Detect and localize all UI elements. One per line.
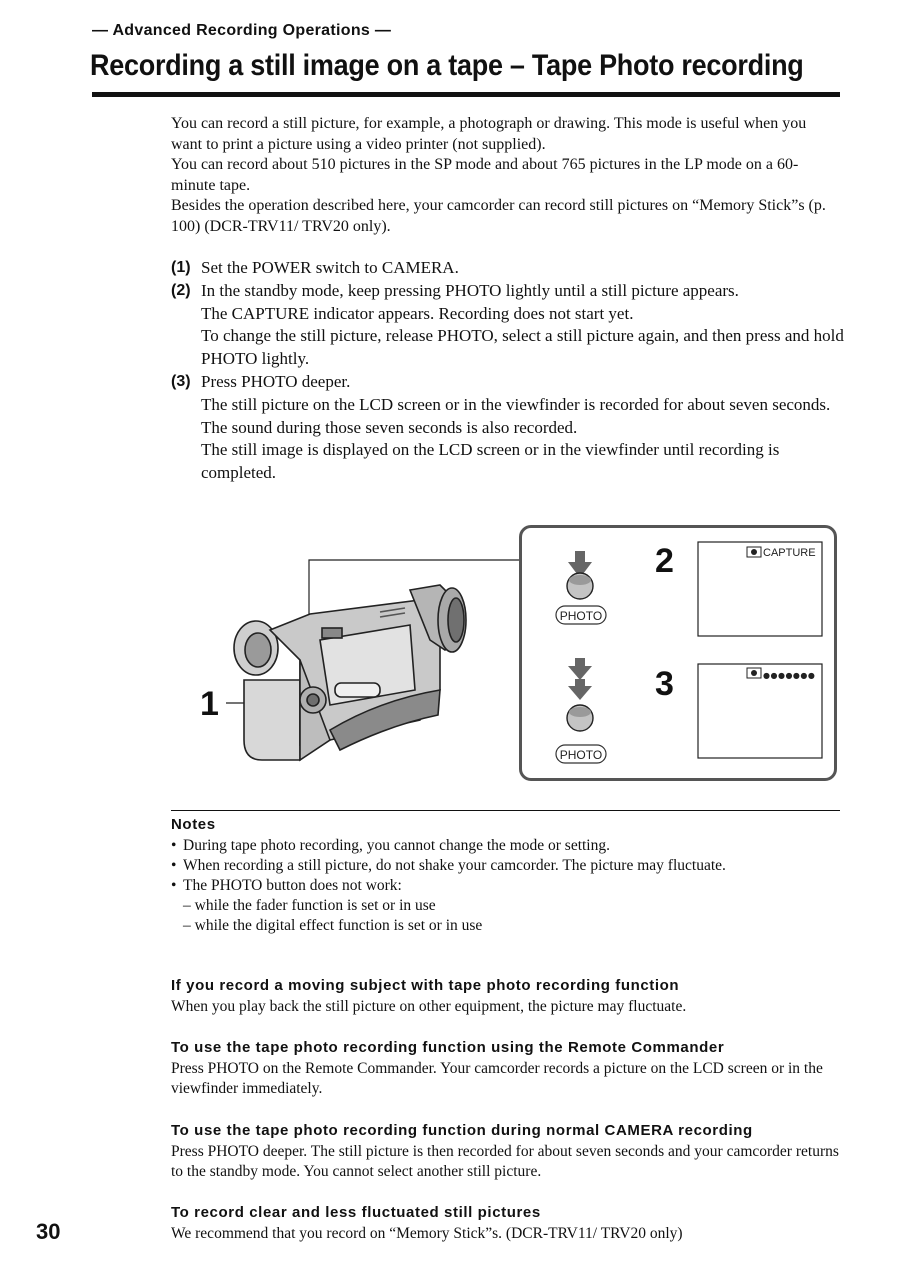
step-number: (2) [171,281,191,299]
intro-paragraph: You can record about 510 pictures in the SP mode and about 765 pictures in the LP mode on a 60-minute tape. [171,156,799,194]
tip-heading: If you record a moving subject with tape photo recording function [171,977,680,994]
page-title: Recording a still image on a tape – Tape Photo recording [90,49,804,82]
intro-paragraph: Besides the operation described here, your camcorder can record still pictures on “Memory Stick”s (p. 100) (DCR-TRV11/ TRV20 only). [171,197,826,235]
camcorder-icon [234,585,466,760]
page-number: 30 [36,1219,61,1244]
step-number: (1) [171,259,191,276]
tip-text: We recommend that you record on “Memory Stick”s. (DCR-TRV11/ TRV20 only) [171,1224,683,1242]
title-rule [92,92,840,97]
intro-text [171,114,831,237]
photo-label: PHOTO [559,748,603,762]
tip-text: When you play back the still picture on other equipment, the picture may fluctuate. [171,997,687,1015]
note-subitem: – while the fader function is set or in use [183,897,436,914]
tip-camera-recording [171,1121,841,1183]
step-3 [171,371,851,485]
callout-2: 2 [655,542,674,580]
step-text: In the standby mode, keep pressing PHOTO lightly until a still picture appears. [201,280,739,300]
lcd-screen-recording [698,664,822,758]
callout-1: 1 [200,685,219,723]
step-text: The still image is displayed on the LCD screen or in the viewfinder until recording is completed. [201,440,780,483]
step-1 [171,257,851,280]
tip-heading: To record clear and less fluctuated still pictures [171,1204,541,1221]
note-item: • The PHOTO button does not work: [171,876,831,896]
camera-icon [747,547,761,557]
photo-label: PHOTO [559,609,603,623]
intro-paragraph: You can record a still picture, for example, a photograph or drawing. This mode is useful when you want to print a picture using a video printer (not supplied). [171,115,807,153]
notes-rule [171,810,840,811]
note-item: • When recording a still picture, do not shake your camcorder. The picture may fluctuate. [171,856,831,876]
photo-button-light-press [556,551,606,624]
step-2 [171,280,851,371]
capture-indicator: CAPTURE [763,547,816,559]
tip-heading: To use the tape photo recording function during normal CAMERA recording [171,1122,753,1139]
procedure-steps [171,257,851,485]
tip-clear-pictures [171,1203,841,1244]
tip-heading: To use the tape photo recording function using the Remote Commander [171,1039,725,1056]
section-label: — Advanced Recording Operations — [92,22,392,39]
step-text: The CAPTURE indicator appears. Recording does not start yet. [201,303,634,323]
note-subitem: – while the digital effect function is set or in use [183,917,483,934]
camera-icon [747,668,761,678]
lcd-screen-capture [698,542,822,636]
step-number: (3) [171,372,191,390]
callout-3: 3 [655,665,674,703]
note-item: • During tape photo recording, you cannot change the mode or setting. [171,836,831,856]
tip-moving-subject [171,976,841,1017]
tip-text: Press PHOTO on the Remote Commander. Your camcorder records a picture on the LCD screen or in the viewfinder immediately. [171,1059,823,1097]
recording-progress-dots: ●●●●●●● [763,671,816,680]
notes-section [171,815,831,936]
step-text: Press PHOTO deeper. [201,371,351,391]
step-text: Set the POWER switch to CAMERA. [201,258,459,277]
notes-heading: Notes [171,816,216,833]
camcorder-illustration [195,542,845,785]
step-text: To change the still picture, release PHOTO, select a still picture again, and then press and hold PHOTO lightly. [201,326,844,369]
step-text: The still picture on the LCD screen or in the viewfinder is recorded for about seven seconds. The sound during those seven seconds is also recorded. [201,394,831,437]
photo-button-deep-press [556,658,606,763]
tip-text: Press PHOTO deeper. The still picture is then recorded for about seven seconds and your camcorder returns to the standby mode. You cannot select another still picture. [171,1142,839,1180]
tip-remote-commander [171,1038,841,1100]
